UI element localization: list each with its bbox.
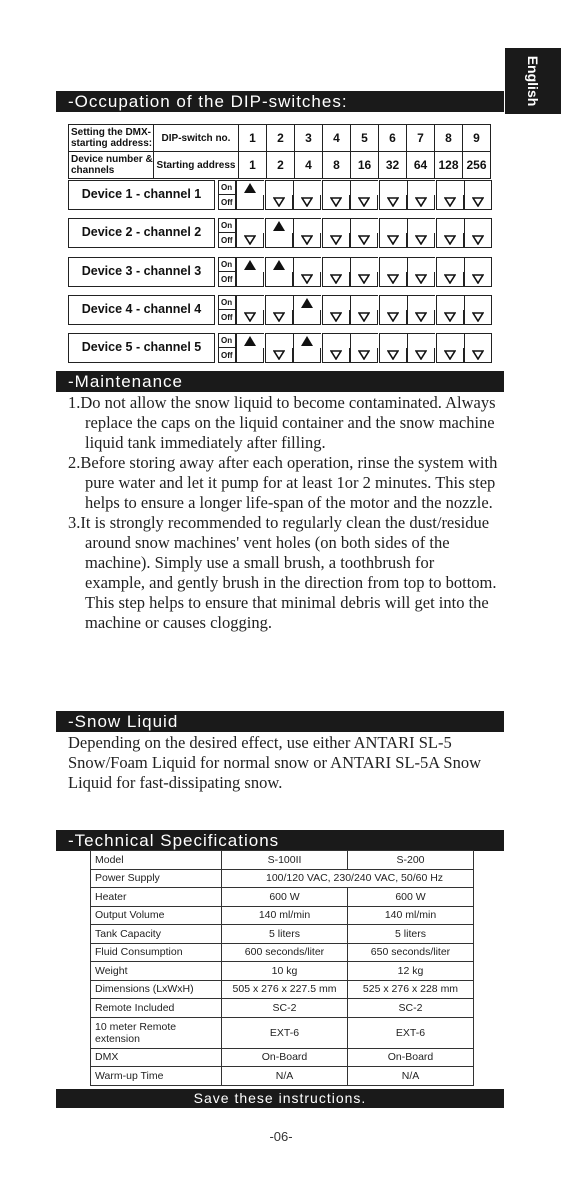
starting-address-header: Starting address [154,152,239,179]
spec-row [91,906,474,925]
spec-row [91,962,474,981]
on-label: On [221,183,233,192]
section-heading-maintenance: -Maintenance [56,371,504,392]
switch-no-cell: 8 [435,125,463,152]
switch-on-indicator [236,257,264,287]
switch-off-indicator [407,333,435,363]
spec-value: 600 seconds/liter [222,943,348,962]
dmx-start-label: Setting the DMX-starting address: [69,125,154,152]
spec-table [90,850,474,1086]
off-label: Off [221,351,233,360]
arrow-down-icon [244,312,256,322]
switch-off-indicator [350,333,378,363]
arrow-down-icon [472,235,484,245]
spec-label: Power Supply [91,869,222,888]
switch-no-cell: 5 [351,125,379,152]
device-name: Device 1 - channel 1 [68,180,215,210]
arrow-down-icon [415,312,427,322]
address-cell: 4 [295,152,323,179]
switch-off-indicator [265,295,293,325]
on-label: On [221,336,233,345]
address-cell: 1 [239,152,267,179]
spec-label: Remote Included [91,999,222,1018]
language-tab [505,48,561,114]
switch-off-indicator [322,180,350,210]
switch-off-indicator [407,218,435,248]
dip-switch-no-header: DIP-switch no. [154,125,239,152]
spec-value: S-100II [222,851,348,870]
spec-label: Dimensions (LxWxH) [91,980,222,999]
on-label: On [221,221,233,230]
spec-label: Weight [91,962,222,981]
arrow-down-icon [444,235,456,245]
arrow-down-icon [472,274,484,284]
switch-off-indicator [350,257,378,287]
arrow-down-icon [387,274,399,284]
on-off-label [218,257,236,287]
spec-row [91,851,474,870]
section-heading-dip: -Occupation of the DIP-switches: [56,91,504,112]
spec-label: Fluid Consumption [91,943,222,962]
spec-label: 10 meter Remote extension [91,1017,222,1048]
spec-label: Heater [91,888,222,907]
switch-no-cell: 4 [323,125,351,152]
arrow-down-icon [415,350,427,360]
arrow-down-icon [301,197,313,207]
spec-value: 650 seconds/liter [348,943,474,962]
save-instructions-bar: Save these instructions. [56,1089,504,1108]
switch-off-indicator [407,257,435,287]
arrow-up-icon [273,221,285,231]
section-heading-snow-liquid: -Snow Liquid [56,711,504,732]
address-cell: 16 [351,152,379,179]
spec-row [91,1067,474,1086]
spec-value: N/A [348,1067,474,1086]
switch-off-indicator [436,295,464,325]
arrow-down-icon [330,274,342,284]
switch-off-indicator [464,218,492,248]
spec-value: On-Board [348,1048,474,1067]
address-cell: 32 [379,152,407,179]
switch-on-indicator [265,257,293,287]
maintenance-list [68,393,498,633]
spec-label: Warm-up Time [91,1067,222,1086]
arrow-down-icon [387,197,399,207]
on-label: On [221,298,233,307]
switch-off-indicator [436,257,464,287]
maintenance-item: 2.Before storing away after each operation, rinse the system with pure water and let it pump for at least 1or 2 minutes. This step helps to ensure a longer life-span of the motor and the nozzle. [68,453,498,512]
device-channels-label: Device number & channels [69,152,154,179]
spec-value: 140 ml/min [348,906,474,925]
spec-row [91,869,474,888]
arrow-down-icon [387,235,399,245]
switch-on-indicator [293,333,321,363]
dip-switch-number-row [69,125,491,152]
spec-row [91,925,474,944]
switch-off-indicator [464,333,492,363]
switch-off-indicator [322,295,350,325]
switch-off-indicator [265,180,293,210]
arrow-down-icon [444,350,456,360]
device-row [68,257,495,287]
arrow-down-icon [358,350,370,360]
arrow-down-icon [330,350,342,360]
switch-off-indicator [265,333,293,363]
arrow-down-icon [387,312,399,322]
switch-off-indicator [322,218,350,248]
address-cell: 8 [323,152,351,179]
spec-row [91,943,474,962]
on-off-label [218,218,236,248]
arrow-down-icon [358,197,370,207]
spec-row [91,1017,474,1048]
switch-no-cell: 1 [239,125,267,152]
arrow-down-icon [358,235,370,245]
spec-value: SC-2 [348,999,474,1018]
switch-off-indicator [322,257,350,287]
on-label: On [221,260,233,269]
section-heading-tech-specs: -Technical Specifications [56,830,504,851]
maintenance-item: 1.Do not allow the snow liquid to become contaminated. Always replace the caps on the liquid container and the snow machine liquid tank immediately after filling. [68,393,496,452]
spec-value: 12 kg [348,962,474,981]
switch-off-indicator [293,218,321,248]
arrow-down-icon [330,312,342,322]
switch-on-indicator [236,333,264,363]
arrow-down-icon [415,274,427,284]
switch-off-indicator [436,333,464,363]
switch-no-cell: 7 [407,125,435,152]
spec-value: 10 kg [222,962,348,981]
switch-off-indicator [379,295,407,325]
on-off-label [218,180,236,210]
device-name: Device 4 - channel 4 [68,295,215,325]
device-row [68,218,495,248]
spec-value: S-200 [348,851,474,870]
arrow-down-icon [244,235,256,245]
arrow-down-icon [273,350,285,360]
spec-label: Tank Capacity [91,925,222,944]
switch-no-cell: 6 [379,125,407,152]
starting-address-row [69,152,491,179]
switch-on-indicator [265,218,293,248]
arrow-down-icon [358,312,370,322]
switch-off-indicator [407,295,435,325]
spec-label: DMX [91,1048,222,1067]
switch-off-indicator [436,218,464,248]
arrow-up-icon [301,336,313,346]
switch-off-indicator [379,333,407,363]
switch-off-indicator [350,180,378,210]
arrow-down-icon [330,197,342,207]
device-row [68,333,495,363]
spec-value: 600 W [348,888,474,907]
arrow-up-icon [301,298,313,308]
switch-no-cell: 9 [463,125,491,152]
switch-off-indicator [379,218,407,248]
on-off-label [218,295,236,325]
spec-value: On-Board [222,1048,348,1067]
address-cell: 128 [435,152,463,179]
switch-off-indicator [350,218,378,248]
device-row [68,180,495,210]
spec-value: 140 ml/min [222,906,348,925]
arrow-down-icon [415,235,427,245]
switch-off-indicator [379,257,407,287]
spec-value: EXT-6 [222,1017,348,1048]
arrow-down-icon [415,197,427,207]
page-number: -06- [269,1129,293,1144]
switch-off-indicator [464,257,492,287]
arrow-down-icon [301,235,313,245]
spec-label: Output Volume [91,906,222,925]
arrow-up-icon [244,260,256,270]
off-label: Off [221,275,233,284]
off-label: Off [221,313,233,322]
switch-off-indicator [407,180,435,210]
arrow-down-icon [444,274,456,284]
maintenance-item: 3.It is strongly recommended to regularly clean the dust/residue around snow machines' vent holes (on both sides of the machine). Simply use a small brush, a toothbrush for example, and gently brush in the direction from top to bottom. This step helps to ensure that minimal debris will get into the machine or causes clogging. [68,513,497,632]
device-name: Device 2 - channel 2 [68,218,215,248]
switch-off-indicator [236,218,264,248]
off-label: Off [221,198,233,207]
arrow-down-icon [472,312,484,322]
address-cell: 64 [407,152,435,179]
spec-value: N/A [222,1067,348,1086]
arrow-up-icon [244,336,256,346]
device-row [68,295,495,325]
spec-value: SC-2 [222,999,348,1018]
off-label: Off [221,236,233,245]
device-name: Device 3 - channel 3 [68,257,215,287]
spec-label: Model [91,851,222,870]
snow-liquid-paragraph: Depending on the desired effect, use either ANTARI SL-5 Snow/Foam Liquid for normal snow or ANTARI SL-5A Snow Liquid for fast-dissipating snow. [68,733,482,792]
arrow-down-icon [444,312,456,322]
spec-row [91,1048,474,1067]
spec-value: 525 x 276 x 228 mm [348,980,474,999]
arrow-down-icon [472,350,484,360]
arrow-down-icon [273,197,285,207]
arrow-down-icon [273,312,285,322]
spec-value: 600 W [222,888,348,907]
arrow-down-icon [301,274,313,284]
switch-on-indicator [293,295,321,325]
switch-off-indicator [322,333,350,363]
address-cell: 2 [267,152,295,179]
spec-row [91,888,474,907]
dip-switch-header-table [68,124,491,179]
spec-row [91,999,474,1018]
switch-off-indicator [293,180,321,210]
spec-value: 100/120 VAC, 230/240 VAC, 50/60 Hz [222,869,474,888]
switch-on-indicator [236,180,264,210]
switch-off-indicator [464,180,492,210]
switch-no-cell: 3 [295,125,323,152]
spec-value: EXT-6 [348,1017,474,1048]
switch-off-indicator [436,180,464,210]
arrow-up-icon [244,183,256,193]
on-off-label [218,333,236,363]
arrow-down-icon [358,274,370,284]
arrow-down-icon [330,235,342,245]
arrow-up-icon [273,260,285,270]
switch-off-indicator [379,180,407,210]
arrow-down-icon [387,350,399,360]
spec-value: 5 liters [222,925,348,944]
switch-no-cell: 2 [267,125,295,152]
spec-value: 5 liters [348,925,474,944]
arrow-down-icon [472,197,484,207]
spec-row [91,980,474,999]
switch-off-indicator [350,295,378,325]
switch-off-indicator [293,257,321,287]
switch-off-indicator [464,295,492,325]
arrow-down-icon [444,197,456,207]
spec-value: 505 x 276 x 227.5 mm [222,980,348,999]
device-name: Device 5 - channel 5 [68,333,215,363]
language-label: English [525,55,541,107]
address-cell: 256 [463,152,491,179]
switch-off-indicator [236,295,264,325]
